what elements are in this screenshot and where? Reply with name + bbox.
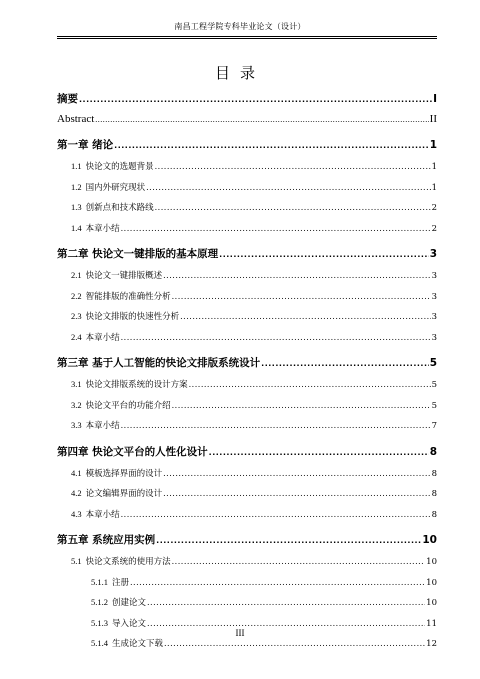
toc-entry-page: 12 <box>426 639 437 649</box>
toc-entry-text: 智能排版的准确性分析 <box>85 291 171 302</box>
toc-entry-text: 快论文的选题背景 <box>85 162 154 172</box>
toc-entry-number: 2.1 <box>71 270 82 280</box>
toc-entry-text: 本章小结 <box>85 509 120 520</box>
toc-leader-dots <box>95 110 428 129</box>
toc-section-entry[interactable] <box>57 177 437 198</box>
toc-entry-text: 快论文系统的使用方法 <box>85 557 171 567</box>
toc-section-entry[interactable] <box>57 592 437 613</box>
toc-entry-number: 2.3 <box>71 311 82 321</box>
toc-entry-label <box>57 463 162 484</box>
toc-entry-text: 本章小结 <box>85 421 120 431</box>
toc-entry-page: 2 <box>431 223 437 234</box>
toc-entry-text: 导入论文 <box>112 618 147 629</box>
toc-leader-dots <box>209 442 429 463</box>
toc-leader-dots <box>121 416 431 436</box>
toc-entry-label <box>57 134 113 156</box>
toc-entry-page: 1 <box>429 139 437 151</box>
toc-entry-label <box>57 109 94 129</box>
toc-entry-text: 摘要 <box>57 93 78 105</box>
toc-section-entry[interactable] <box>57 504 437 525</box>
toc-entry-page: 3 <box>431 332 437 343</box>
toc-entry-page: 3 <box>431 291 437 302</box>
header-rule <box>57 36 437 37</box>
toc-entry-text: 论文编辑界面的设计 <box>85 489 163 499</box>
toc-entry-number: 1.2 <box>71 181 82 192</box>
toc-chapter-entry[interactable] <box>57 134 437 156</box>
toc-section-entry[interactable] <box>57 265 437 286</box>
toc-entry-page: II <box>429 113 437 125</box>
toc-entry-page: 7 <box>431 421 437 431</box>
toc-entry-page: 3 <box>431 312 437 322</box>
toc-entry-label <box>57 286 171 307</box>
header-rule-secondary <box>57 38 437 39</box>
toc-entry-label <box>57 243 218 265</box>
toc-chapter-entry[interactable] <box>57 109 437 129</box>
toc-entry-text: 第五章 系统应用实例 <box>57 534 156 546</box>
toc-entry-number: 1.1 <box>71 161 82 171</box>
toc-chapter-entry[interactable] <box>57 243 437 265</box>
toc-entry-number: 4.3 <box>71 508 82 519</box>
toc-entry-text: 快论文一键排版概述 <box>85 271 163 281</box>
toc-leader-dots <box>155 198 431 218</box>
toc-entry-label <box>57 218 120 239</box>
toc-entry-text: 本章小结 <box>85 332 120 343</box>
toc-leader-dots <box>155 157 431 177</box>
toc-entry-text: 国内外研究现状 <box>85 182 146 193</box>
toc-entry-text: 第四章 快论文平台的人性化设计 <box>57 445 208 458</box>
toc-entry-page: 8 <box>431 489 437 499</box>
toc-entry-label <box>57 89 78 109</box>
toc-entry-text: 第一章 绪论 <box>57 139 114 151</box>
toc-leader-dots <box>172 287 431 307</box>
toc-section-entry[interactable] <box>57 306 437 327</box>
toc-leader-dots <box>172 396 431 416</box>
toc-entry-page: 10 <box>426 598 437 608</box>
toc-entry-page: 10 <box>422 534 437 546</box>
toc-leader-dots <box>114 135 429 156</box>
toc-section-entry[interactable] <box>57 483 437 504</box>
toc-entry-label <box>57 415 120 436</box>
toc-leader-dots <box>121 328 431 348</box>
toc-entry-number: 3.1 <box>71 379 82 389</box>
toc-entry-number: 1.3 <box>71 202 82 212</box>
toc-section-entry[interactable] <box>57 395 437 416</box>
toc-leader-dots <box>146 178 430 198</box>
toc-leader-dots <box>219 244 429 265</box>
toc-entry-text: 快论文平台的功能介绍 <box>85 400 171 411</box>
toc-entry-label <box>57 504 120 525</box>
toc-entry-label <box>57 483 162 504</box>
toc-entry-text: Abstract <box>57 113 95 125</box>
toc-entry-number: 4.1 <box>71 467 82 478</box>
toc-entry-number: 5.1 <box>71 556 82 566</box>
toc-entry-page: 5 <box>429 357 437 369</box>
toc-entry-page: 10 <box>426 577 437 588</box>
toc-entry-label <box>57 572 129 593</box>
toc-entry-text: 创建论文 <box>112 598 147 608</box>
toc-entry-page: 8 <box>431 468 437 479</box>
toc-leader-dots <box>261 353 429 374</box>
toc-leader-dots <box>121 219 431 239</box>
toc-leader-dots <box>156 530 421 551</box>
toc-entry-text: 第二章 快论文一键排版的基本原理 <box>57 248 219 260</box>
toc-entry-text: 生成论文下载 <box>112 639 164 649</box>
toc-entry-page: 3 <box>431 271 437 281</box>
toc-leader-dots <box>163 464 430 484</box>
toc-entry-page: 1 <box>431 182 437 193</box>
toc-entry-label <box>57 156 154 177</box>
toc-section-entry[interactable] <box>57 197 437 218</box>
toc-entry-text: 快论文排版系统的设计方案 <box>85 380 188 390</box>
toc-entry-number: 5.1.3 <box>91 617 108 628</box>
toc-entry-page: 8 <box>429 445 437 458</box>
toc-leader-dots <box>79 90 432 109</box>
toc-entry-page: I <box>433 93 437 105</box>
toc-leader-dots <box>172 552 426 572</box>
toc-entry-text: 创新点和技术路线 <box>85 203 154 213</box>
toc-entry-number: 3.2 <box>71 399 82 410</box>
toc-entry-label <box>57 529 155 551</box>
toc-section-entry[interactable] <box>57 374 437 395</box>
toc-leader-dots <box>163 266 430 286</box>
page-number: III <box>235 628 245 638</box>
toc-entry-page: 11 <box>426 618 437 629</box>
toc-entry-label <box>57 177 145 198</box>
toc-entry-number: 1.4 <box>71 222 82 233</box>
toc-section-entry[interactable] <box>57 327 437 348</box>
toc-entry-label <box>57 374 188 395</box>
toc-section-entry[interactable] <box>57 415 437 436</box>
toc-entry-text: 本章小结 <box>85 223 120 234</box>
toc-leader-dots <box>180 307 430 327</box>
toc-section-entry[interactable] <box>57 286 437 307</box>
table-of-contents <box>57 89 437 654</box>
toc-section-entry[interactable] <box>57 572 437 593</box>
toc-section-entry[interactable] <box>57 156 437 177</box>
toc-entry-text: 注册 <box>112 577 130 588</box>
toc-leader-dots <box>147 593 425 613</box>
toc-entry-label <box>57 197 154 218</box>
toc-entry-number: 2.4 <box>71 331 82 342</box>
toc-entry-number: 5.1.4 <box>91 638 108 648</box>
toc-entry-number: 2.2 <box>71 290 82 301</box>
toc-chapter-entry[interactable] <box>57 441 437 463</box>
toc-entry-page: 2 <box>431 203 437 213</box>
toc-entry-label <box>57 306 179 327</box>
toc-entry-number: 3.3 <box>71 420 82 430</box>
toc-section-entry[interactable] <box>57 551 437 572</box>
toc-entry-page: 8 <box>431 509 437 520</box>
toc-entry-page: 5 <box>431 400 437 411</box>
toc-chapter-entry[interactable] <box>57 89 437 109</box>
toc-entry-number: 4.2 <box>71 488 82 498</box>
toc-section-entry[interactable] <box>57 218 437 239</box>
toc-leader-dots <box>163 484 430 504</box>
toc-entry-page: 1 <box>431 162 437 172</box>
toc-chapter-entry[interactable] <box>57 529 437 551</box>
toc-entry-label <box>57 592 146 613</box>
toc-entry-label <box>57 395 171 416</box>
toc-entry-text: 模板选择界面的设计 <box>85 468 163 479</box>
toc-entry-label <box>57 352 260 374</box>
toc-entry-label <box>57 551 171 572</box>
toc-entry-page: 10 <box>426 557 437 567</box>
toc-leader-dots <box>130 573 425 593</box>
toc-entry-page: 3 <box>429 248 437 260</box>
toc-entry-number: 5.1.2 <box>91 597 108 607</box>
running-header: 南昌工程学院专科毕业论文（设计） <box>174 22 306 31</box>
toc-leader-dots <box>189 375 431 395</box>
toc-entry-page: 5 <box>431 380 437 390</box>
toc-entry-label <box>57 265 162 286</box>
toc-entry-label <box>57 441 208 463</box>
toc-entry-number: 5.1.1 <box>91 576 108 587</box>
toc-leader-dots <box>121 505 431 525</box>
toc-section-entry[interactable] <box>57 463 437 484</box>
toc-chapter-entry[interactable] <box>57 352 437 374</box>
toc-entry-text: 第三章 基于人工智能的快论文排版系统设计 <box>57 357 261 369</box>
toc-title: 目录 <box>214 64 265 82</box>
toc-entry-text: 快论文排版的快速性分析 <box>85 312 180 322</box>
toc-entry-label <box>57 327 120 348</box>
